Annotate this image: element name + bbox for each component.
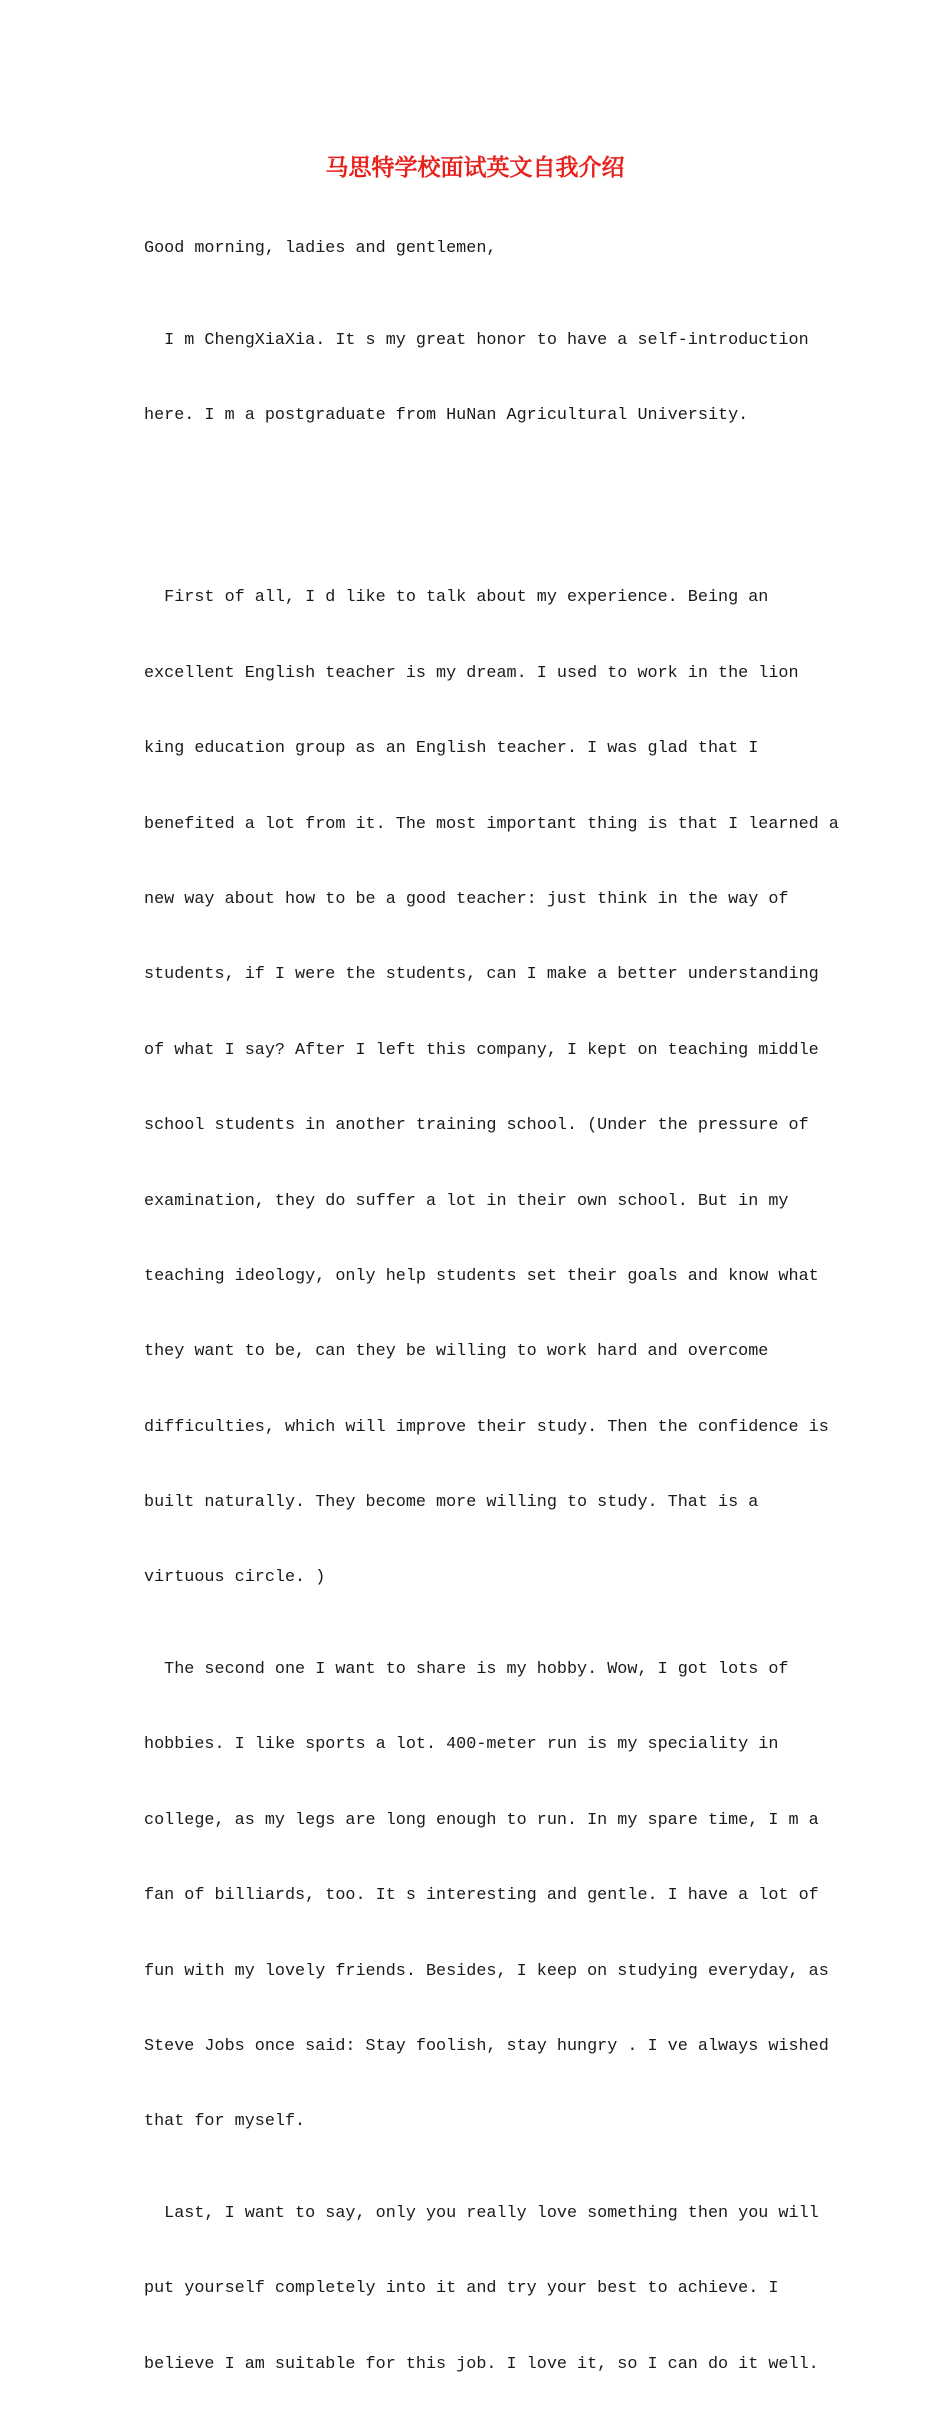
paragraph-4-line-2: put yourself completely into it and try your best to achieve. I: [144, 2279, 779, 2299]
paragraph-2-line-9: examination, they do suffer a lot in their own school. But in my: [144, 1191, 789, 1211]
paragraph-3-line-4: fan of billiards, too. It s interesting and gentle. I have a lot of: [144, 1886, 819, 1906]
paragraph-2-line-12: difficulties, which will improve their study. Then the confidence is: [144, 1417, 829, 1437]
greeting-line: Good morning, ladies and gentlemen,: [144, 239, 497, 258]
paragraph-2-line-7: of what I say? After I left this company, I kept on teaching middle: [144, 1040, 819, 1060]
paragraph-3-line-2: hobbies. I like sports a lot. 400-meter run is my speciality in: [144, 1735, 779, 1755]
paragraph-3-line-5: fun with my lovely friends. Besides, I keep on studying everyday, as: [144, 1961, 829, 1981]
paragraph-2-line-2: excellent English teacher is my dream. I used to work in the lion: [144, 663, 799, 683]
paragraph-2-line-1: First of all, I d like to talk about my experience. Being an: [144, 588, 769, 608]
document-body: [144, 196, 839, 2425]
paragraph-3-line-3: college, as my legs are long enough to run. In my spare time, I m a: [144, 1810, 819, 1830]
paragraph-4-line-1: Last, I want to say, only you really love something then you will: [144, 2203, 819, 2223]
paragraph-3-line-6: Steve Jobs once said: Stay foolish, stay hungry . I ve always wished: [144, 2037, 829, 2056]
paragraph-2-line-8: school students in another training school. (Under the pressure of: [144, 1116, 809, 1136]
document-title: 马思特学校面试英文自我介绍: [325, 154, 625, 181]
paragraph-2-line-6: students, if I were the students, can I make a better understanding: [144, 965, 819, 985]
paragraph-2-line-13: built naturally. They become more willing to study. That is a: [144, 1493, 759, 1513]
paragraph-3-line-7: that for myself.: [144, 2112, 306, 2132]
paragraph-2-line-10: teaching ideology, only help students set their goals and know what: [144, 1266, 819, 1286]
paragraph-1-line-2: here. I m a postgraduate from HuNan Agricultural University.: [144, 405, 749, 425]
paragraph-2-line-11: they want to be, can they be willing to work hard and overcome: [144, 1342, 769, 1362]
paragraph-4-line-3: believe I am suitable for this job. I love it, so I can do it well.: [144, 2354, 819, 2374]
paragraph-2-line-3: king education group as an English teacher. I was glad that I: [144, 739, 759, 759]
paragraph-2-line-4: benefited a lot from it. The most important thing is that I learned a: [144, 814, 839, 834]
paragraph-3-line-1: The second one I want to share is my hobby. Wow, I got lots of: [144, 1660, 789, 1680]
paragraph-1-line-1: I m ChengXiaXia. It s my great honor to have a self-introduction: [144, 330, 809, 350]
paragraph-spacer: [144, 495, 824, 526]
paragraph-2-line-5: new way about how to be a good teacher: just think in the way of: [144, 889, 789, 909]
paragraph-2-line-14: virtuous circle. ): [144, 1568, 326, 1588]
